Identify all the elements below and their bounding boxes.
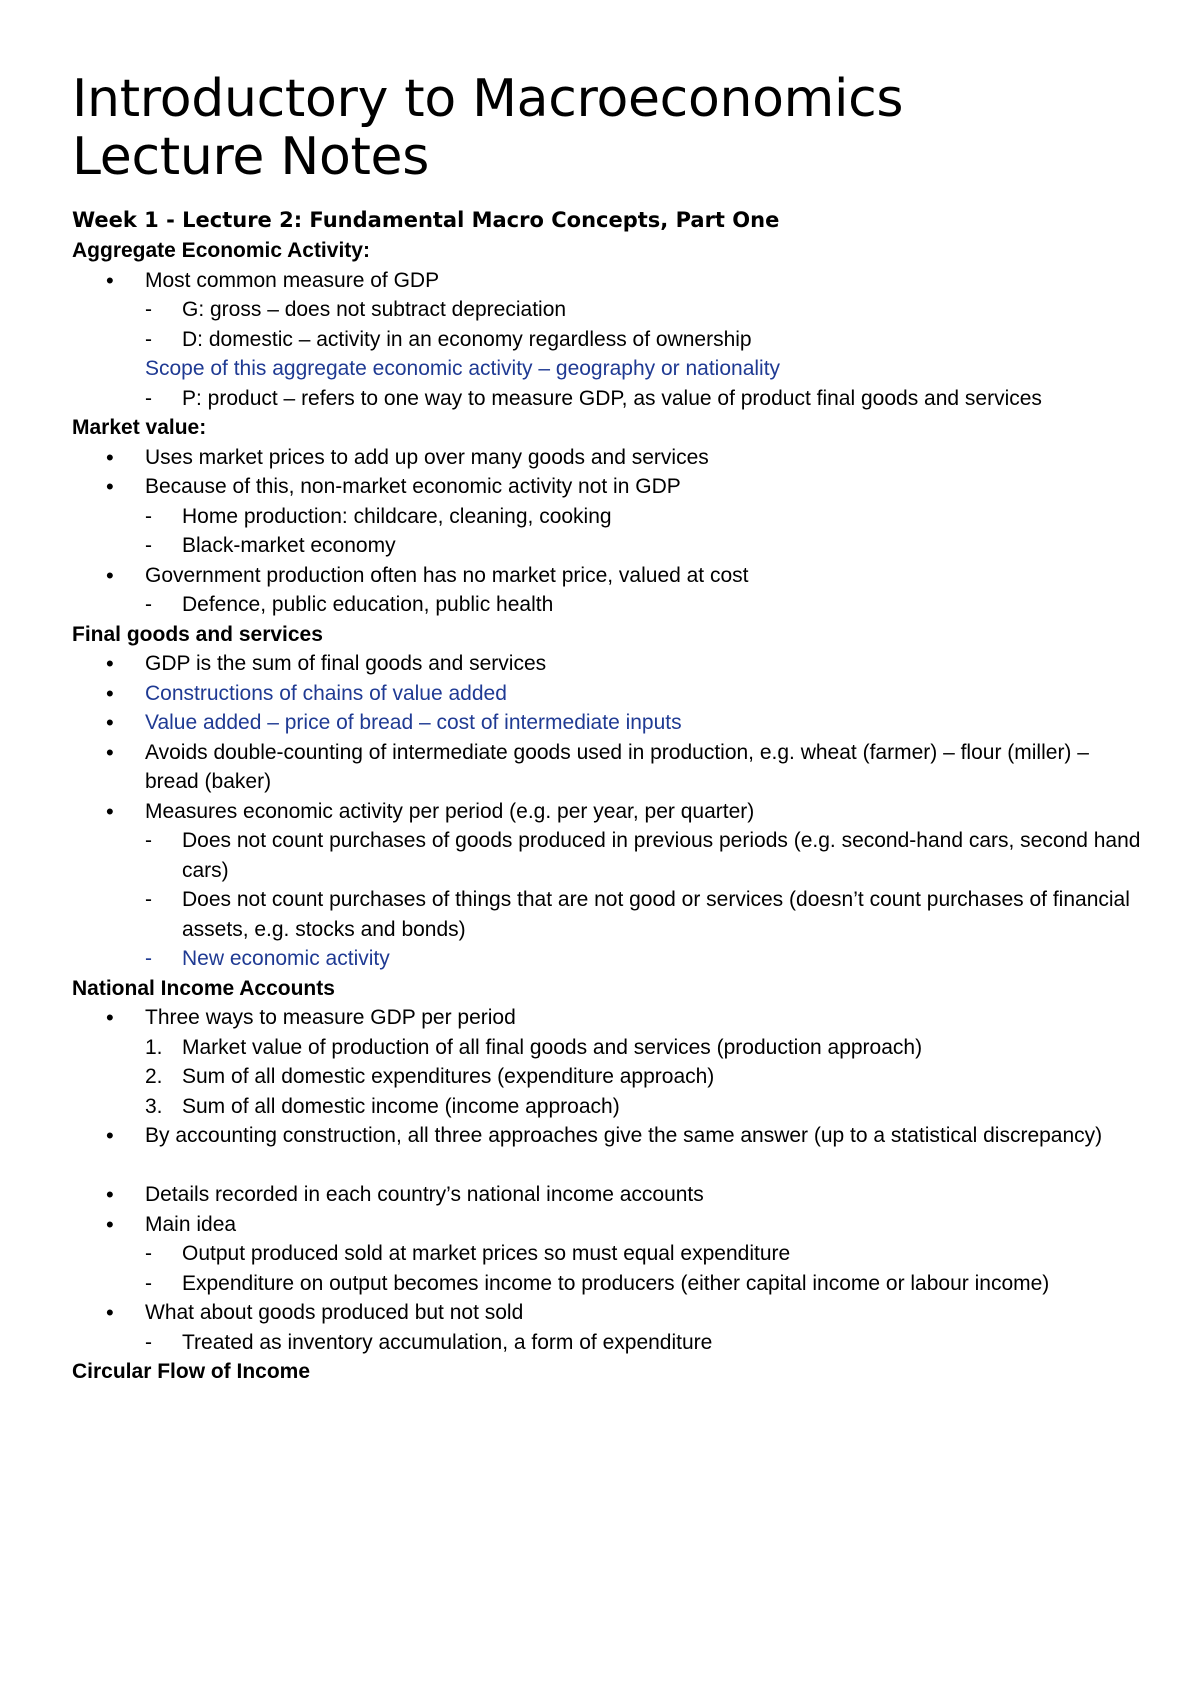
dash-text: New economic activity [182, 947, 390, 970]
dash-marker: - [145, 1330, 152, 1354]
dash-item [72, 590, 1142, 620]
bullet-item [72, 708, 1142, 738]
number-marker: 3. [145, 1094, 163, 1118]
dash-marker: - [145, 1242, 152, 1265]
dash-text: Output produced sold at market prices so must equal expenditure [182, 1242, 791, 1265]
bullet-item [72, 472, 1142, 502]
bullet-text: Value added – price of bread – cost of intermediate inputs [145, 711, 682, 734]
numbered-item [72, 1092, 1142, 1122]
dash-item [72, 885, 1142, 944]
dash-item [72, 502, 1142, 532]
highlighted-note: Scope of this aggregate economic activity – geography or nationality [145, 357, 781, 380]
title-line-1: Introductory to Macroeconomics [72, 69, 904, 129]
dash-marker: - [145, 298, 152, 321]
section-heading-final-goods: Final goods and services [72, 622, 323, 646]
bullet-item [72, 266, 1142, 296]
dash-text: Does not count purchases of goods produced in previous periods (e.g. second-hand cars, second hand cars) [182, 829, 1141, 882]
dash-text: Does not count purchases of things that are not good or services (doesn’t count purchases of financial assets, e.g. stocks and bonds) [182, 888, 1130, 941]
numbered-text: Sum of all domestic income (income approach) [182, 1094, 620, 1118]
dash-marker: - [145, 1271, 152, 1295]
bullet-text: Main idea [145, 1212, 237, 1236]
section-heading-circular-flow: Circular Flow of Income [72, 1360, 311, 1383]
dash-marker: - [145, 327, 152, 351]
title-line-2: Lecture Notes [72, 127, 430, 187]
bullet-marker: • [106, 1005, 114, 1030]
dash-text: Home production: childcare, cleaning, cooking [182, 504, 612, 528]
bullet-marker: • [106, 1300, 114, 1325]
dash-item [72, 531, 1142, 561]
bullet-marker: • [106, 444, 114, 470]
dash-item [72, 384, 1142, 414]
bullet-item [72, 649, 1142, 679]
bullet-item [72, 797, 1142, 827]
section-heading-national-income: National Income Accounts [72, 976, 335, 1000]
bullet-marker: • [106, 739, 114, 765]
dash-text: G: gross – does not subtract depreciation [182, 298, 567, 321]
bullet-item [72, 1121, 1142, 1180]
dash-marker: - [145, 534, 152, 557]
dash-item [72, 1269, 1142, 1299]
dash-text: P: product – refers to one way to measure GDP, as value of product final goods and services [182, 386, 1042, 410]
bullet-item [72, 1298, 1142, 1328]
bullet-marker: • [106, 267, 114, 293]
bullet-marker: • [106, 562, 114, 588]
bullet-text: Uses market prices to add up over many goods and services [145, 445, 709, 469]
bullet-marker: • [106, 798, 114, 824]
bullet-text: Measures economic activity per period (e.g. per year, per quarter) [145, 799, 755, 823]
week-heading: Week 1 - Lecture 2: Fundamental Macro Concepts, Part One [72, 208, 780, 232]
bullet-marker: • [106, 1211, 114, 1237]
bullet-text: What about goods produced but not sold [145, 1301, 524, 1324]
dash-marker: - [145, 386, 152, 410]
dash-text: Treated as inventory accumulation, a form of expenditure [182, 1330, 713, 1354]
dash-text: D: domestic – activity in an economy regardless of ownership [182, 327, 752, 351]
dash-marker: - [145, 593, 152, 616]
bullet-marker: • [106, 651, 114, 676]
bullet-item [72, 443, 1142, 473]
bullet-text: GDP is the sum of final goods and services [145, 652, 547, 675]
dash-marker: - [145, 504, 152, 528]
bullet-text: Because of this, non-market economic activity not in GDP [145, 475, 681, 498]
bullet-text: By accounting construction, all three approaches give the same answer (up to a statistical discrepancy) [145, 1124, 1103, 1147]
numbered-text: Market value of production of all final goods and services (production approach) [182, 1035, 923, 1059]
dash-item [72, 1239, 1142, 1269]
dash-marker: - [145, 888, 152, 911]
dash-item [72, 1328, 1142, 1358]
document-title [72, 70, 903, 186]
numbered-item [72, 1033, 1142, 1063]
numbered-item [72, 1062, 1142, 1092]
bullet-item [72, 1180, 1142, 1210]
dash-item [72, 826, 1142, 885]
numbered-text: Sum of all domestic expenditures (expenditure approach) [182, 1065, 715, 1088]
number-marker: 2. [145, 1065, 163, 1088]
bullet-marker: • [106, 1123, 114, 1148]
bullet-marker: • [106, 710, 114, 735]
number-marker: 1. [145, 1035, 163, 1059]
bullet-item [72, 1210, 1142, 1240]
section-heading-market-value: Market value: [72, 416, 207, 439]
bullet-marker: • [106, 474, 114, 499]
bullet-text: Three ways to measure GDP per period [145, 1006, 516, 1029]
bullet-text: Government production often has no market price, valued at cost [145, 563, 749, 587]
bullet-item [72, 738, 1142, 797]
dash-text: Defence, public education, public health [182, 593, 554, 616]
bullet-item [72, 561, 1142, 591]
bullet-item [72, 1003, 1142, 1033]
bullet-item [72, 679, 1142, 709]
dash-item [72, 325, 1142, 355]
dash-marker: - [145, 947, 152, 970]
dash-text: Expenditure on output becomes income to producers (either capital income or labour income) [182, 1271, 1050, 1295]
dash-item [72, 295, 1142, 325]
dash-item [72, 944, 1142, 974]
dash-marker: - [145, 829, 152, 852]
section-heading-aggregate: Aggregate Economic Activity: [72, 239, 370, 262]
bullet-text: Details recorded in each country’s national income accounts [145, 1183, 704, 1206]
bullet-text: Most common measure of GDP [145, 268, 440, 292]
bullet-text: Avoids double-counting of intermediate goods used in production, e.g. wheat (farmer) – flour (miller) – bread (baker) [145, 740, 1089, 793]
bullet-marker: • [106, 1182, 114, 1207]
bullet-marker: • [106, 680, 114, 706]
bullet-text: Constructions of chains of value added [145, 681, 507, 705]
dash-text: Black-market economy [182, 534, 396, 557]
lecture-notes-body [72, 206, 1142, 1387]
